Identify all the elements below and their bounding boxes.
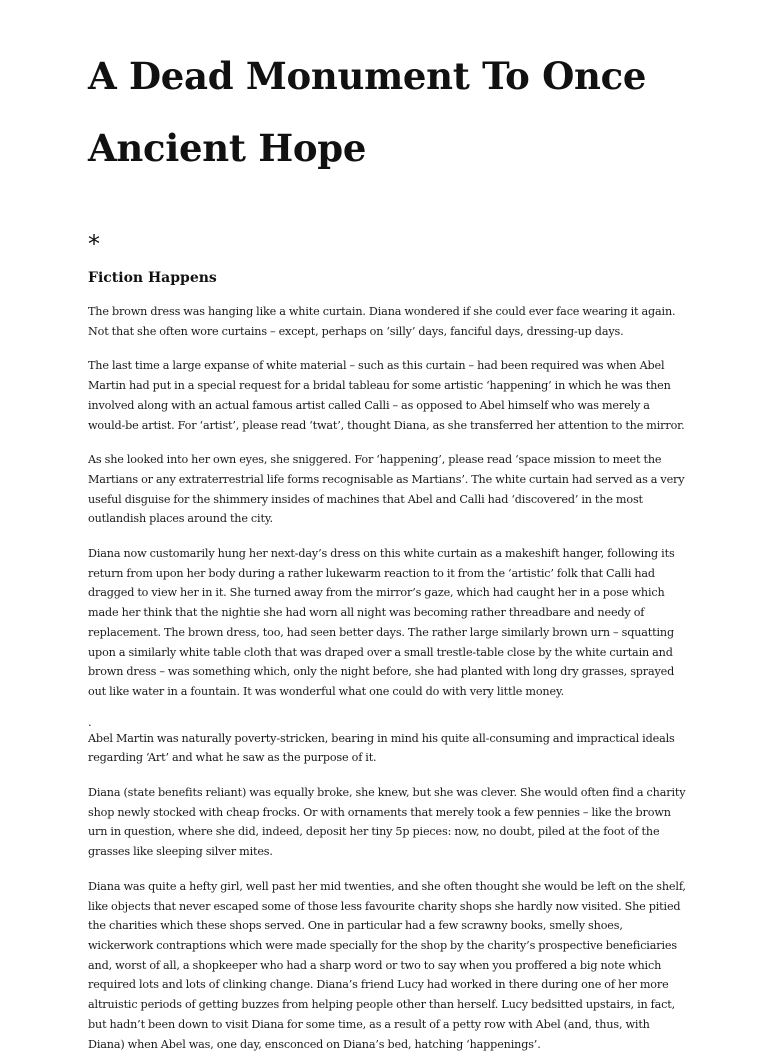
document-page	[88, 0, 688, 1054]
section-separator: *	[88, 230, 100, 258]
paragraph-6: Diana (state benefits reliant) was equally broke, she knew, but she was clever. She would often find a charity shop newly stocked with cheap frocks. Or with ornaments that merely took a few pennies – like the brown urn in question, where she did, indeed, deposit her tiny 5p pieces: now, no doubt, piled at the foot of the grasses like sleeping silver mites.	[88, 786, 686, 859]
subtitle: Fiction Happens	[88, 270, 217, 286]
paragraph-3: As she looked into her own eyes, she sniggered. For ‘happening’, please read ‘space mission to meet the Martians or any extraterrestrial life forms recognisable as Martians’. The white curtain had served as a very useful disguise for the shimmery insides of machines that Abel and Calli had ‘discovered’ in the most outlandish places around the city.	[88, 453, 685, 526]
paragraph-7: Diana was quite a hefty girl, well past her mid twenties, and she often thought she would be left on the shelf, like objects that never escaped some of those less favourite charity shops she hardly now visited. She pitied the charities which these shops served. One in particular had a few scrawny books, smelly shoes, wickerwork contraptions which were made specially for the shop by the charity’s prospective beneficiaries and, worst of all, a shopkeeper who had a sharp word or two to say when you proffered a big note which required lots and lots of clinking change. Diana’s friend Lucy had worked in there during one of her more altruistic periods of getting buzzes from helping people other than herself. Lucy bedsitted upstairs, in fact, but hadn’t been down to visit Diana for some time, as a result of a petty row with Abel (and, thus, with Diana) when Abel was, one day, ensconced on Diana’s bed, hatching ‘happenings’.	[88, 879, 686, 1051]
paragraph-5-block	[88, 717, 688, 768]
paragraph-2: The last time a large expanse of white material – such as this curtain – had been required was when Abel Martin had put in a special request for a bridal tableau for some artistic ‘happening’ in which he was then involved along with an actual famous artist called Calli – as opposed to Abel himself who was merely a would-be artist. For ‘artist’, please read ‘twat’, thought Diana, as she transferred her attention to the mirror.	[88, 359, 685, 432]
stray-dot: .	[88, 715, 92, 729]
paragraph-5: Abel Martin was naturally poverty-stricken, bearing in mind his quite all-consuming and impractical ideals regarding ‘Art’ and what he saw as the purpose of it.	[88, 731, 675, 765]
paragraph-4: Diana now customarily hung her next-day’s dress on this white curtain as a makeshift hanger, following its return from upon her body during a rather lukewarm reaction to it from the ‘artistic’ folk that Calli had dragged to view her in it. She turned away from the mirror’s gaze, which had caught her in a pose which made her think that the nightie she had worn all night was becoming rather threadbare and needy of replacement. The brown dress, too, had seen better days. The rather large similarly brown urn – squatting upon a similarly white table cloth that was draped over a small trestle-table close by the white curtain and brown dress – was something which, only the night before, she had planted with long dry grasses, sprayed out like water in a fountain. It was wonderful what one could do with very little money.	[88, 547, 675, 698]
page-title: A Dead Monument To Once Ancient Hope	[88, 54, 647, 170]
paragraph-1: The brown dress was hanging like a white curtain. Diana wondered if she could ever face wearing it again. Not that she often wore curtains – except, perhaps on ‘silly’ days, fanciful days, dressing-up days.	[88, 305, 676, 338]
